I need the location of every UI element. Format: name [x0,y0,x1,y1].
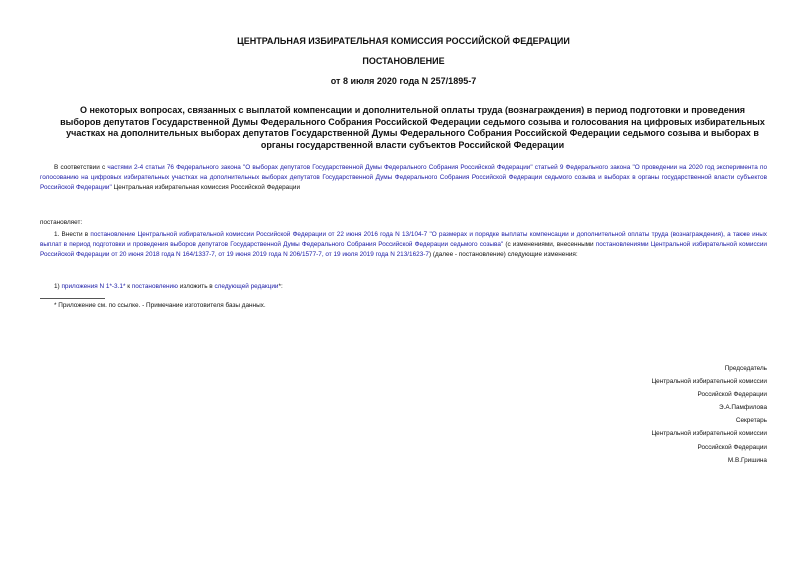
chairman-org-line-2: Российской Федерации [697,391,767,399]
organization-heading: ЦЕНТРАЛЬНАЯ ИЗБИРАТЕЛЬНАЯ КОМИССИЯ РОССИЙСКОЙ ФЕДЕРАЦИИ [237,36,570,46]
subitem-text-2: к [125,283,132,290]
secretary-name: М.В.Гришина [727,456,767,464]
document-title: О некоторых вопросах, связанных с выплатой компенсации и дополнительной оплаты труда (вознаграждения) в период подготовки и проведения выборов депутатов Государственной Думы Федерального Собрания Российской Федерации седьмого созыва и голосования на цифровых избирательных участках на дополнительных выборах депутатов Государственной Думы Федерального Собрания Российской Федерации седьмого созыва и выборах в органы государственной власти субъектов Российской Федерации [60,105,765,150]
document-type-heading: ПОСТАНОВЛЕНИЕ [362,56,445,66]
new-edition-link[interactable]: следующей редакции [214,283,279,290]
footnote: * Приложение см. по ссылке. - Примечание изготовителя базы данных. [54,302,266,309]
subitem-text-3: изложить в [177,283,215,290]
preamble-text-1: В соответствии с [54,164,108,171]
secretary-org-line-2: Российской Федерации [697,443,767,451]
amending-resolutions-link[interactable]: постановлениями Центральной избирательной комиссии Российской Федерации от 20 июня 2018 года N 164/1337-7, от 19 июня 2019 года N 206/1577-7, от 19 июля 2019 года N 213/1623-7 [40,240,767,258]
decides-line: постановляет: [40,219,83,226]
subitem-text-1: 1) [54,283,62,290]
item-1-paragraph [40,230,767,259]
subitem-text-4: *: [278,283,283,290]
item1-text-1: 1. Внести в [54,231,91,238]
chairman-org-line-1: Центральной избирательной комиссии [651,378,767,386]
preamble-text-3: Центральная избирательная комиссия Российской Федерации [111,183,301,191]
secretary-title: Секретарь [735,417,767,425]
secretary-org-line-1: Центральной избирательной комиссии [651,430,767,438]
law-link-elections[interactable]: частями 2-4 статьи 76 Федерального закона "О выборах депутатов Государственной Думы Федерального Собрания Российской Федерации" [107,164,533,171]
item1-text-3: ) (далее - постановление) следующие изменения: [428,250,578,258]
subitem-paragraph [40,282,767,292]
law-link-experiment[interactable]: статьей 9 Федерального закона "О проведении на 2020 год эксперимента по голосованию на цифровых избирательных участках на дополнительных выборах депутатов Государственной Думы Федерального Собрания Российской Федерации седьмого созыва и выборах в органы государственной власти субъектов Российской Федерации" [40,164,768,191]
resolution-link[interactable]: постановление Центральной избирательной комиссии Российской Федерации от 22 июня 2016 года N 13/104-7 "О размерах и порядке выплаты компенсации и дополнительной оплаты труда (вознаграждения), а также иных выплат в период подготовки и проведения выборов депутатов Государственной Думы Федерального Собрания Российской Федерации седьмого созыва" [40,231,767,248]
chairman-name: Э.А.Памфилова [718,404,767,412]
resolution-short-link[interactable]: постановлению [131,283,178,290]
signature-block [567,362,767,467]
chairman-title: Председатель [724,365,767,372]
footnote-divider [40,298,105,299]
preamble-paragraph [40,163,767,192]
appendices-link[interactable]: приложения N 1*-3.1* [61,283,126,290]
date-number-heading: от 8 июля 2020 года N 257/1895-7 [330,76,477,86]
item1-text-2: (с изменениями, внесенными [503,240,596,248]
